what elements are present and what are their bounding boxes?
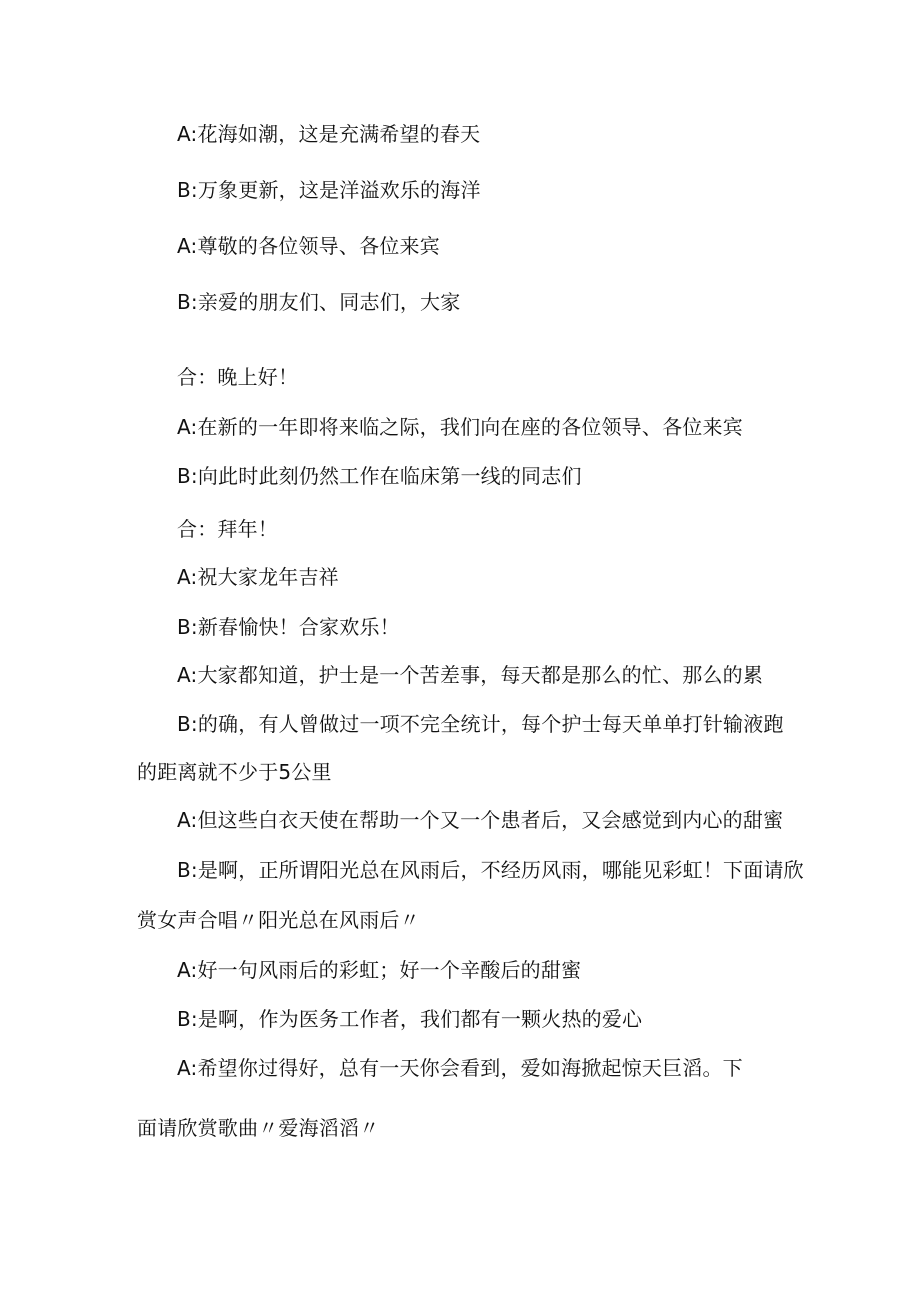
script-line-b-rainbow: B:是啊，正所谓阳光总在风雨后，不经历风雨，哪能见彩虹！下面请欣: [177, 858, 804, 882]
script-line-b-friends: B:亲爱的朋友们、同志们，大家: [177, 290, 461, 314]
script-line-b-medical-workers: B:是啊，作为医务工作者，我们都有一颗火热的爱心: [177, 1007, 643, 1031]
script-line-b-rainbow-cont: 赏女声合唱〃阳光总在风雨后〃: [137, 908, 420, 932]
script-line-a-love-sea: A:希望你过得好，总有一天你会看到，爱如海掀起惊天巨滔。下: [177, 1056, 743, 1080]
script-line-a-sweetness: A:好一句风雨后的彩虹；好一个辛酸后的甜蜜: [177, 958, 582, 982]
script-line-a-new-year: A:在新的一年即将来临之际，我们向在座的各位领导、各位来宾: [177, 415, 743, 439]
script-line-a-leaders: A:尊敬的各位领导、各位来宾: [177, 234, 440, 258]
script-line-b-happy-new-year: B:新春愉快！合家欢乐！: [177, 615, 400, 639]
script-line-together-good-evening: 合：晚上好！: [177, 365, 299, 389]
script-line-a-spring: A:花海如潮，这是充满希望的春天: [177, 122, 481, 146]
script-line-b-statistics: B:的确，有人曾做过一项不完全统计，每个护士每天单单打针输液跑: [177, 712, 784, 736]
script-line-a-angels: A:但这些白衣天使在帮助一个又一个患者后，又会感觉到内心的甜蜜: [177, 808, 784, 832]
script-line-a-dragon-year: A:祝大家龙年吉祥: [177, 565, 339, 589]
script-line-a-nurse-work: A:大家都知道，护士是一个苦差事，每天都是那么的忙、那么的累: [177, 663, 764, 687]
script-line-a-love-sea-cont: 面请欣赏歌曲〃爱海滔滔〃: [137, 1116, 380, 1140]
script-line-b-ocean: B:万象更新，这是洋溢欢乐的海洋: [177, 178, 481, 202]
script-line-together-greeting: 合：拜年！: [177, 517, 278, 541]
script-line-b-statistics-cont: 的距离就不少于5公里: [137, 760, 332, 784]
script-line-b-frontline: B:向此时此刻仍然工作在临床第一线的同志们: [177, 464, 582, 488]
